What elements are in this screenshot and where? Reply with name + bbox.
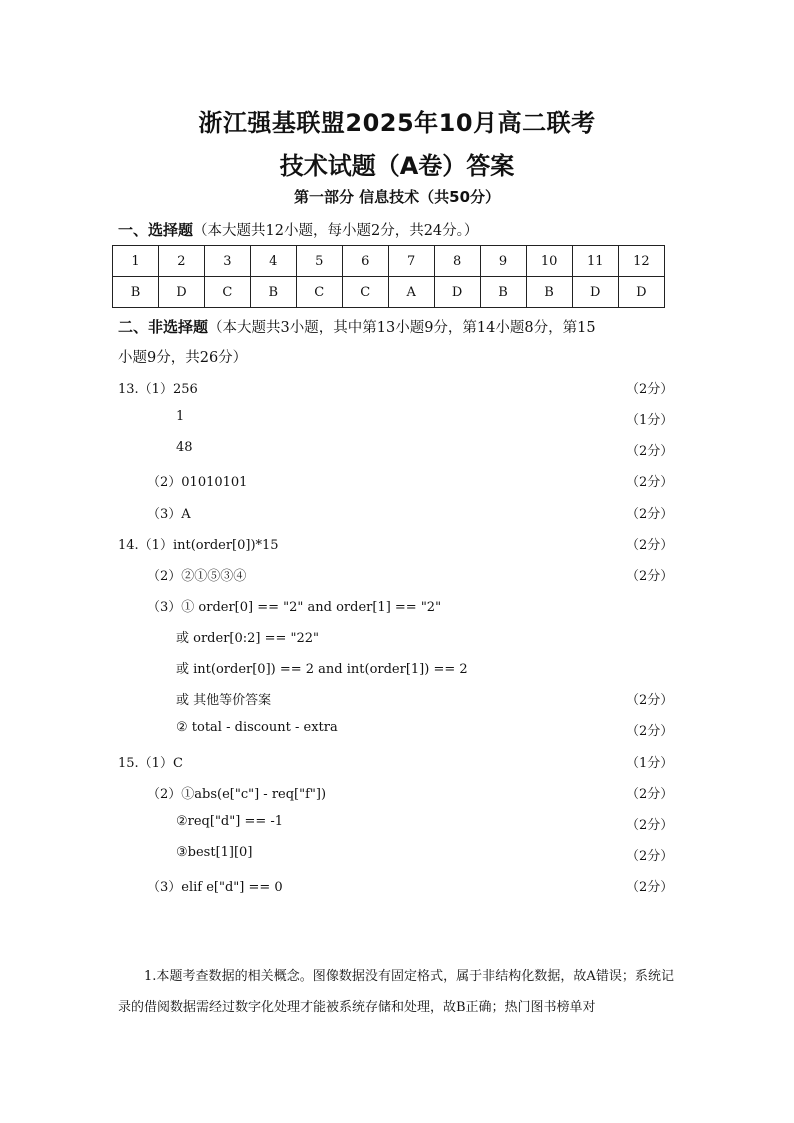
answer-cell: C (342, 277, 388, 308)
answer-table (112, 245, 665, 308)
answer-cell: D (618, 277, 664, 308)
q14-score-2: （2分） (626, 569, 674, 584)
question-number: 11 (572, 246, 618, 277)
q15-score-3: （2分） (626, 818, 674, 833)
question-number: 12 (618, 246, 664, 277)
q15-answer-3: ②req["d"] == -1 (176, 814, 284, 829)
q15-answer-2: （2）①abs(e["c"] - req["f"]) (147, 787, 327, 802)
q13-answer-5: （3）A (147, 507, 191, 522)
question-number: 7 (388, 246, 434, 277)
q15-score-1: （1分） (626, 756, 674, 771)
q14-score-6: （2分） (626, 693, 674, 708)
q15-score-2: （2分） (626, 787, 674, 802)
section1-note: （本大题共12小题，每小题2分，共24分。） (193, 223, 479, 239)
q13-answer-2: 1 (176, 409, 185, 424)
q13-score-5: （2分） (626, 507, 674, 522)
section2-note: （本大题共3小题，其中第13小题9分，第14小题8分，第15 (208, 320, 596, 336)
q15-answer-1: 15.（1）C (118, 756, 183, 771)
part-heading: 第一部分 信息技术（共50分） (293, 188, 501, 206)
answer-cell: A (388, 277, 434, 308)
q15-answer-4: ③best[1][0] (176, 845, 253, 860)
answer-table-answers-row (113, 277, 665, 308)
exam-title: 浙江强基联盟2025年10月高二联考 (198, 109, 596, 137)
answer-table-numbers-row (113, 246, 665, 277)
q14-answer-1: 14.（1）int(order[0])*15 (118, 538, 279, 553)
answer-cell: D (434, 277, 480, 308)
question-number: 9 (480, 246, 526, 277)
answer-cell: B (480, 277, 526, 308)
question-number: 10 (526, 246, 572, 277)
section1-heading (118, 219, 478, 240)
answer-cell: B (526, 277, 572, 308)
q13-score-3: （2分） (626, 444, 674, 459)
explanation-paragraph: 1.本题考查数据的相关概念。图像数据没有固定格式，属于非结构化数据，故A错误；系统记录的借阅数据需经过数字化处理才能被系统存储和处理，故B正确；热门图书榜单对 (118, 969, 674, 1015)
q15-score-5: （2分） (626, 880, 674, 895)
section2-heading (118, 316, 678, 337)
q14-answer-7: ② total - discount - extra (176, 720, 338, 735)
q14-answer-4: 或 order[0:2] == "22" (176, 631, 320, 646)
answer-cell: C (204, 277, 250, 308)
q13-answer-3: 48 (176, 440, 193, 455)
q14-answer-3: （3）① order[0] == "2" and order[1] == "2" (147, 600, 442, 615)
exam-subtitle: 技术试题（A卷）答案 (279, 152, 515, 180)
question-number: 3 (204, 246, 250, 277)
q13-score-4: （2分） (626, 475, 674, 490)
q14-answer-2: （2）②①⑤③④ (147, 569, 247, 584)
section1-title: 一、选择题 (118, 221, 194, 239)
q14-score-7: （2分） (626, 724, 674, 739)
question-number: 6 (342, 246, 388, 277)
q13-answer-4: （2）01010101 (147, 475, 248, 490)
q13-answer-1: 13.（1）256 (118, 382, 198, 397)
answer-cell: B (250, 277, 296, 308)
q15-answer-5: （3）elif e["d"] == 0 (147, 880, 283, 895)
q14-answer-6: 或 其他等价答案 (176, 693, 272, 708)
question-number: 2 (158, 246, 204, 277)
question-number: 8 (434, 246, 480, 277)
q13-score-2: （1分） (626, 413, 674, 428)
q13-score-1: （2分） (626, 382, 674, 397)
answer-cell: B (113, 277, 159, 308)
question-number: 1 (113, 246, 159, 277)
section2-title: 二、非选择题 (118, 318, 209, 336)
answer-cell: D (158, 277, 204, 308)
answer-cell: D (572, 277, 618, 308)
question-number: 5 (296, 246, 342, 277)
section2-note-cont: 小题9分，共26分） (118, 350, 248, 366)
q14-answer-5: 或 int(order[0]) == 2 and int(order[1]) == 2 (176, 662, 468, 677)
question-number: 4 (250, 246, 296, 277)
answer-cell: C (296, 277, 342, 308)
q15-score-4: （2分） (626, 849, 674, 864)
q14-score-1: （2分） (626, 538, 674, 553)
